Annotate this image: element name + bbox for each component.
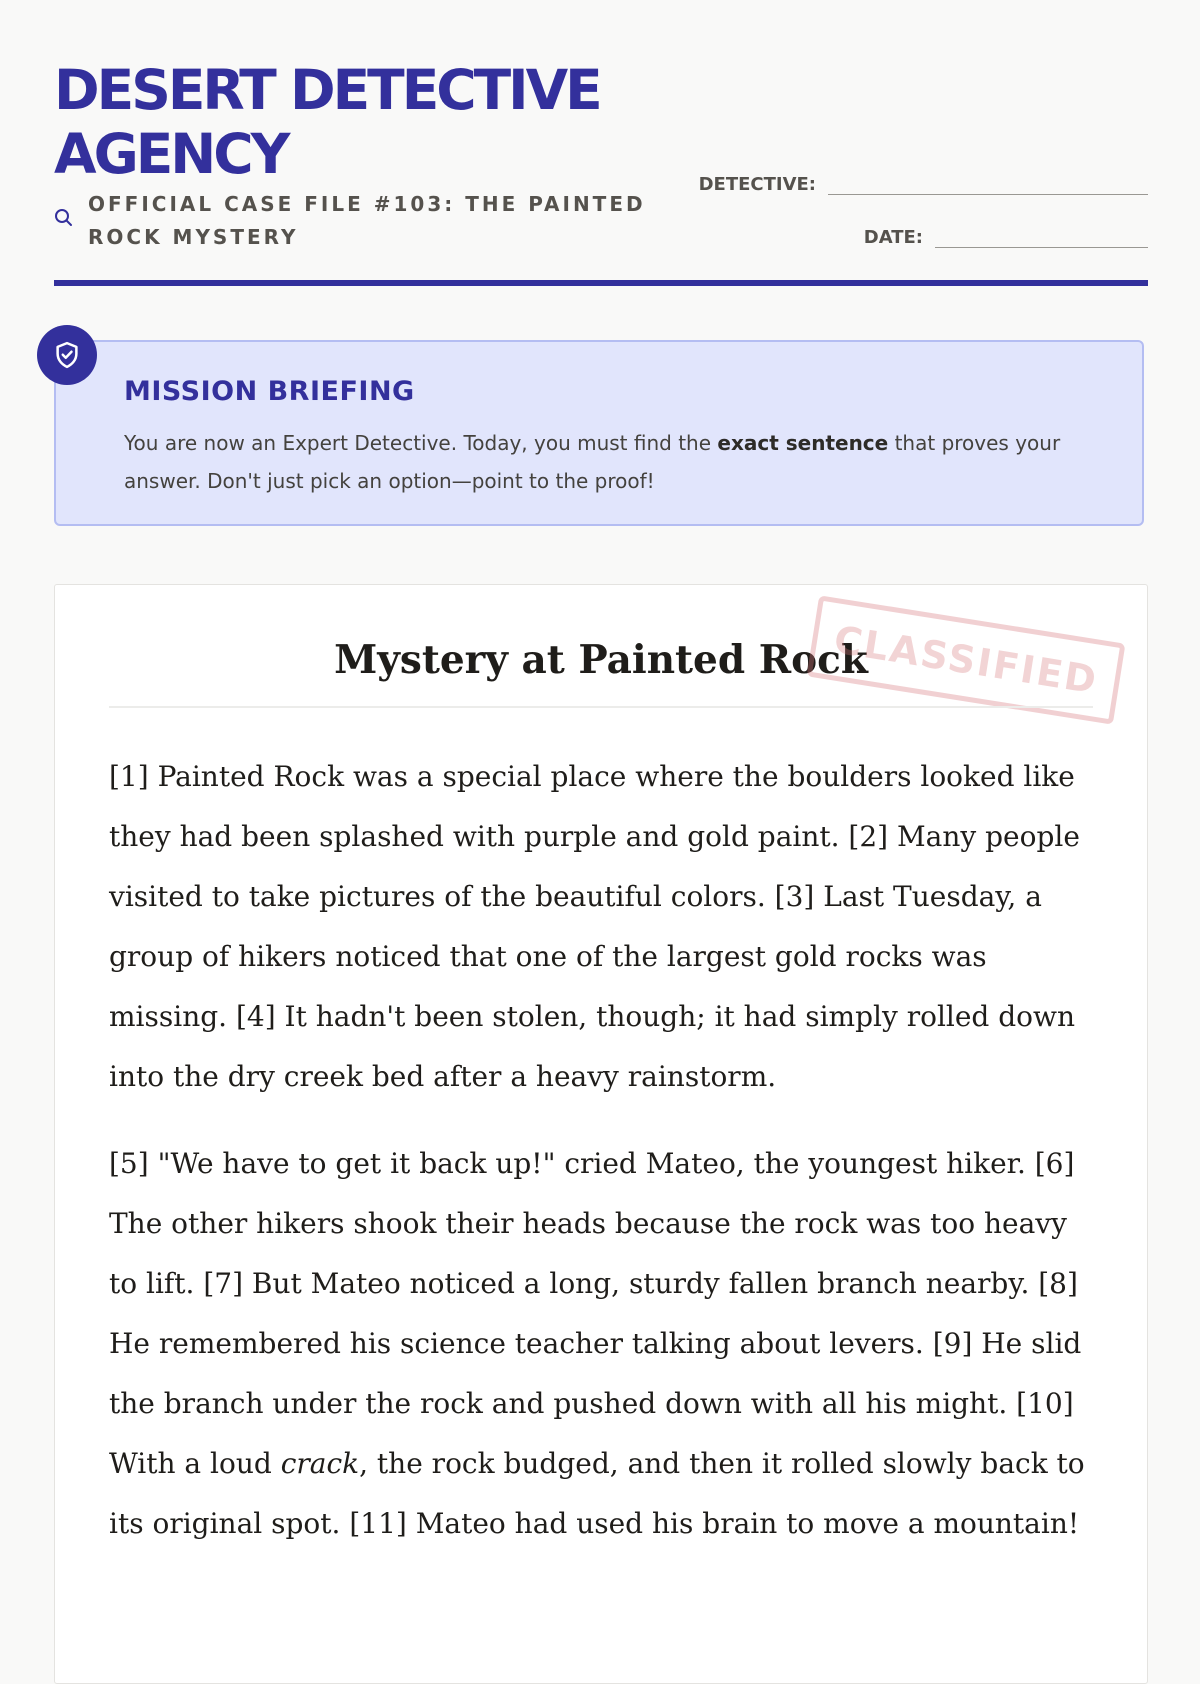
paragraph-2-start: [5] "We have to get it back up!" cried Mateo, the youngest hiker. [6] The other hikers shook their heads because the rock was too heavy to lift. [7] But Mateo noticed a long, sturdy fallen branch nearby. [8] He remembered his science teacher talking about levers. [9] He slid the branch under the rock and pushed down with all his might. [10] With a loud: [109, 1147, 1082, 1480]
date-label: DATE:: [863, 227, 923, 248]
briefing-text-emphasis: exact sentence: [717, 431, 889, 455]
agency-title: DESERT DETECTIVE AGENCY: [54, 58, 600, 186]
detective-label: DETECTIVE:: [698, 174, 816, 195]
classified-stamp: CLASSIFIED: [806, 595, 1125, 724]
mission-briefing-box: [54, 340, 1144, 526]
search-icon: [54, 208, 74, 228]
detective-field: [699, 166, 1148, 195]
story-title-divider: [109, 706, 1093, 708]
briefing-title: MISSION BRIEFING: [124, 376, 415, 407]
story-paragraph-2: [109, 1134, 1089, 1554]
case-file-title: OFFICIAL CASE FILE #103: THE PAINTED ROCK MYSTERY: [88, 192, 646, 249]
case-title-row: [54, 188, 714, 254]
briefing-text-end: that proves your answer. Don't just pick an option—point to the proof!: [124, 431, 1061, 493]
story-title: Mystery at Painted Rock: [334, 637, 868, 683]
shield-check-icon: [52, 340, 82, 370]
story-paragraph-1: [1] Painted Rock was a special place where the boulders looked like they had been splashed with purple and gold paint. [2] Many people visited to take pictures of the beautiful colors. [3] Last Tuesday, a group of hikers noticed that one of the largest gold rocks was missing. [4] It hadn't been stolen, though; it had simply rolled down into the dry creek bed after a heavy rainstorm.: [109, 760, 1080, 1093]
briefing-text: [124, 424, 1084, 500]
page-header: [54, 58, 1148, 249]
shield-badge: [37, 325, 97, 385]
briefing-text-start: You are now an Expert Detective. Today, you must find the: [124, 431, 718, 455]
header-divider: [54, 280, 1148, 286]
date-line[interactable]: [935, 219, 1148, 248]
date-field: [864, 219, 1148, 248]
paragraph-2-end: , the rock budged, and then it rolled slowly back to its original spot. [11] Mateo had used his brain to move a mountain!: [109, 1447, 1085, 1540]
paragraph-2-italic-word: crack: [280, 1447, 360, 1480]
story-card: [54, 584, 1148, 1684]
detective-name-line[interactable]: [828, 166, 1148, 195]
